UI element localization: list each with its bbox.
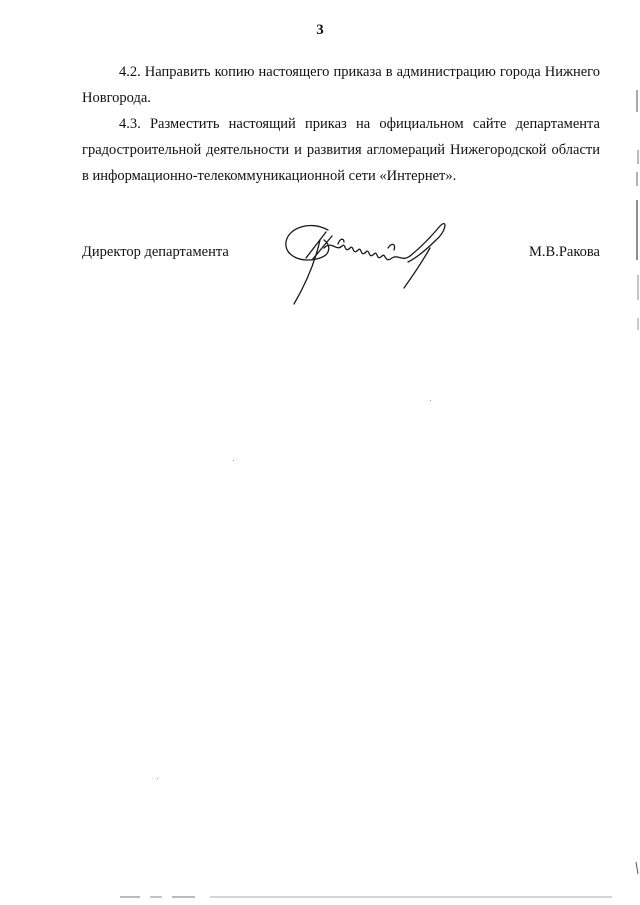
handwritten-signature [280,218,455,310]
signatory-name: М.В.Ракова [529,244,600,260]
scan-bottom-marks [0,885,640,905]
scan-speck [430,400,431,401]
page-number: 3 [316,22,324,38]
scan-edge-marks [634,0,640,905]
paragraph-4-3: 4.3. Разместить настоящий приказ на официальном сайте департамента градостроительной деятельности и развития агломераций Нижегородской области в информационно-телекоммуникационной сети «Интернет». [82,116,600,184]
signatory-position: Директор департамента [82,244,229,260]
paragraph-4-2: 4.2. Направить копию настоящего приказа в администрацию города Нижнего Новгорода. [82,64,600,106]
scan-speck [233,460,234,461]
scan-speck [157,778,158,779]
